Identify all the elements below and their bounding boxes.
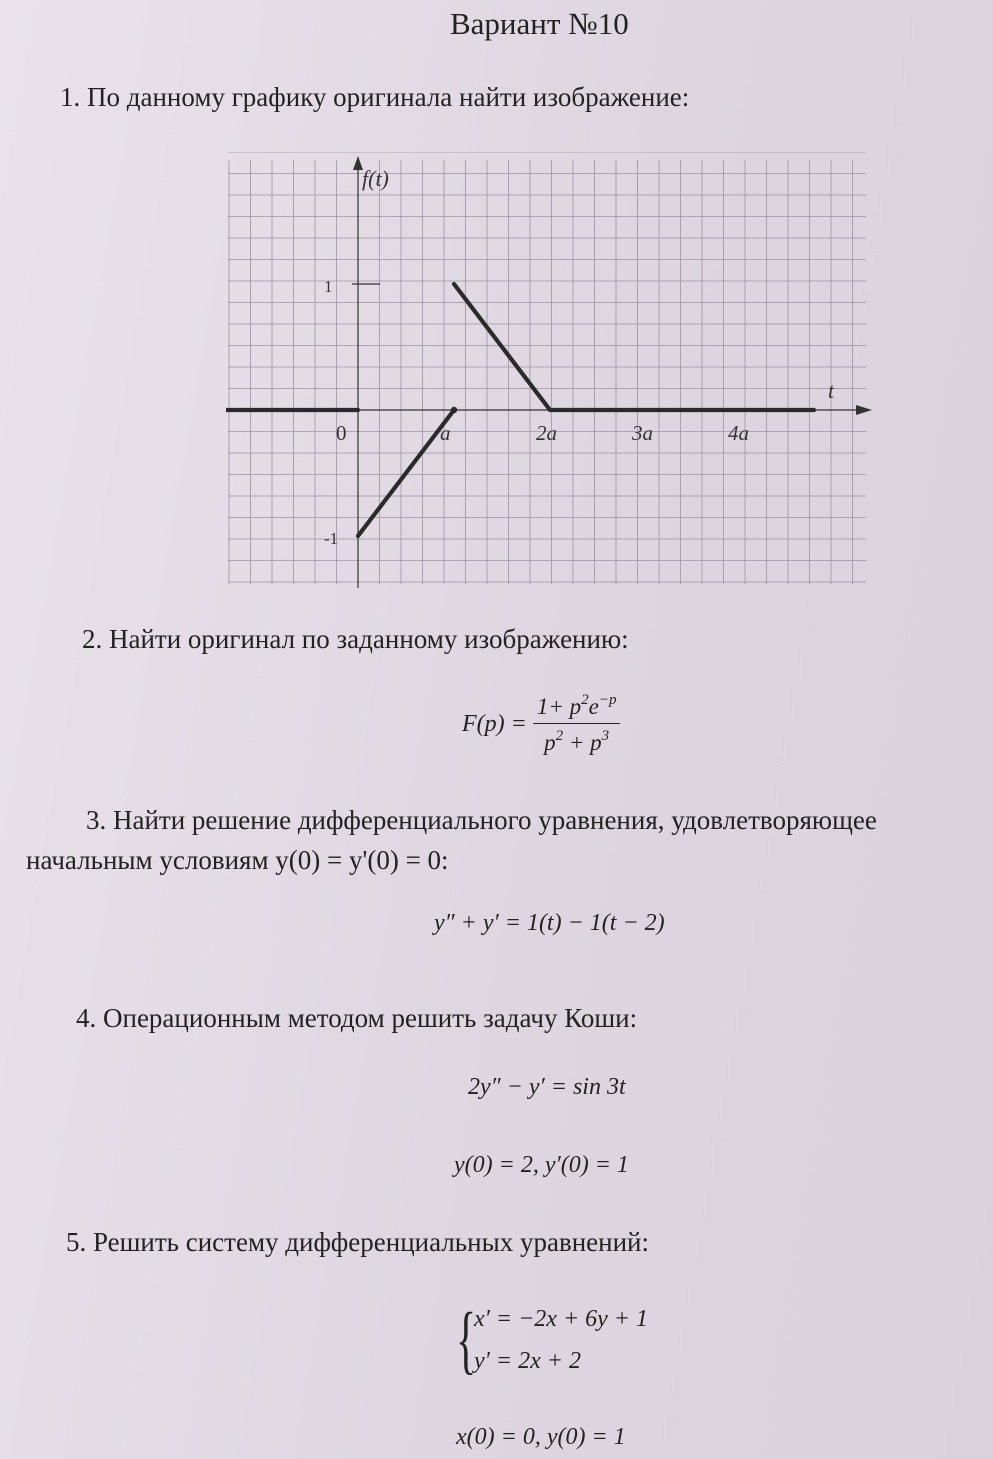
x-tick-label: 4a [728, 421, 749, 445]
numerator-part-a: 1+ p [536, 694, 582, 719]
denominator-part-b: + p [563, 730, 602, 755]
original-function-chart [226, 152, 876, 592]
numerator-exponent-2: −p [598, 692, 617, 708]
task4-equation: 2y″ − y′ = sin 3t [468, 1074, 626, 1100]
y-tick-label: 1 [324, 277, 333, 296]
numerator-exponent-1: 2 [581, 692, 589, 708]
x-axis-label: t [828, 378, 835, 403]
x-tick-label: 3a [632, 421, 653, 445]
task5-text: 5. Решить систему дифференциальных уравнений: [66, 1227, 649, 1257]
task4-text: 4. Операционным методом решить задачу Коши: [76, 1003, 638, 1033]
task5-conditions: x(0) = 0, y(0) = 1 [456, 1424, 626, 1450]
numerator-part-b: e [588, 694, 599, 719]
denominator-exponent-1: 2 [555, 728, 564, 744]
denominator-exponent-2: 3 [601, 728, 610, 744]
x-tick-label: 0 [336, 421, 347, 445]
y-axis-label: f(t) [362, 166, 389, 191]
system-brace: { [456, 1298, 477, 1382]
task2-text: 2. Найти оригинал по заданному изображению: [82, 624, 629, 654]
task3-equation: y″ + y′ = 1(t) − 1(t − 2) [434, 910, 665, 936]
x-tick-label: a [440, 421, 451, 445]
task3-text-line1: 3. Найти решение дифференциального уравнения, удовлетворяющее [86, 805, 877, 835]
fraction-denominator [544, 724, 609, 756]
segment-endpoint [451, 407, 457, 413]
laplace-image-formula [462, 692, 620, 756]
series-segment [358, 410, 454, 536]
task3-text-line2: начальным условиям y(0) = y'(0) = 0: [26, 845, 449, 875]
denominator-part-a: p [544, 730, 556, 755]
y-tick-label: -1 [324, 529, 339, 548]
variant-title: Вариант №10 [450, 6, 629, 41]
formula-lhs: F(p) = [462, 710, 527, 737]
x-tick-label: 2a [536, 421, 557, 445]
x-axis-arrow [856, 405, 872, 415]
task1-text: 1. По данному графику оригинала найти изображение: [60, 82, 690, 112]
fraction-numerator [533, 692, 621, 724]
task4-conditions: y(0) = 2, y′(0) = 1 [454, 1152, 629, 1178]
system-equation-1: x′ = −2x + 6y + 1 [474, 1306, 648, 1332]
system-equation-2: y′ = 2x + 2 [474, 1348, 581, 1374]
fraction [533, 692, 621, 756]
